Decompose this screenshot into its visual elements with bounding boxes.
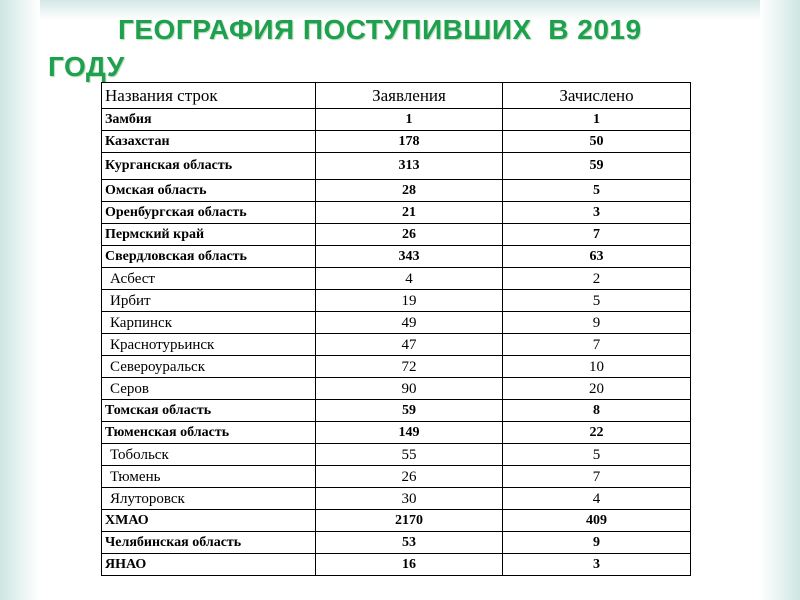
region-name-cell: Оренбургская область <box>102 202 316 224</box>
table-row <box>102 554 691 576</box>
table-row <box>102 466 691 488</box>
applications-cell: 53 <box>316 532 503 554</box>
background-left-gradient <box>0 0 40 600</box>
table-row <box>102 131 691 153</box>
region-name-cell: Североуральск <box>102 356 316 378</box>
applications-cell: 19 <box>316 290 503 312</box>
slide-title <box>0 0 800 84</box>
enrolled-cell: 5 <box>503 290 691 312</box>
region-name-cell: Карпинск <box>102 312 316 334</box>
region-name-cell: Томская область <box>102 400 316 422</box>
enrolled-cell: 63 <box>503 246 691 268</box>
region-name-cell: Пермский край <box>102 224 316 246</box>
header-applications: Заявления <box>316 83 503 109</box>
applications-cell: 72 <box>316 356 503 378</box>
table-row <box>102 246 691 268</box>
table-row <box>102 422 691 444</box>
enrolled-cell: 22 <box>503 422 691 444</box>
table-row <box>102 378 691 400</box>
enrolled-cell: 59 <box>503 153 691 180</box>
applications-cell: 47 <box>316 334 503 356</box>
enrolled-cell: 3 <box>503 554 691 576</box>
applications-cell: 21 <box>316 202 503 224</box>
applications-cell: 178 <box>316 131 503 153</box>
applications-cell: 16 <box>316 554 503 576</box>
region-name-cell: Асбест <box>102 268 316 290</box>
region-name-cell: Тюмень <box>102 466 316 488</box>
enrolled-cell: 20 <box>503 378 691 400</box>
enrolled-cell: 5 <box>503 444 691 466</box>
region-name-cell: Серов <box>102 378 316 400</box>
enrolled-cell: 7 <box>503 466 691 488</box>
enrolled-cell: 10 <box>503 356 691 378</box>
applications-cell: 49 <box>316 312 503 334</box>
table-row <box>102 312 691 334</box>
region-name-cell: Омская область <box>102 180 316 202</box>
enrolled-cell: 2 <box>503 268 691 290</box>
region-name-cell: Тобольск <box>102 444 316 466</box>
header-enrolled: Зачислено <box>503 83 691 109</box>
region-name-cell: ХМАО <box>102 510 316 532</box>
table-row <box>102 444 691 466</box>
enrolled-cell: 9 <box>503 532 691 554</box>
enrolled-cell: 3 <box>503 202 691 224</box>
table-row <box>102 180 691 202</box>
enrolled-cell: 7 <box>503 224 691 246</box>
region-name-cell: Челябинская область <box>102 532 316 554</box>
enrolled-cell: 409 <box>503 510 691 532</box>
region-name-cell: Ирбит <box>102 290 316 312</box>
table-row <box>102 488 691 510</box>
enrolled-cell: 9 <box>503 312 691 334</box>
enrolled-cell: 4 <box>503 488 691 510</box>
background-right-gradient <box>760 0 800 600</box>
region-name-cell: Краснотурьинск <box>102 334 316 356</box>
region-name-cell: ЯНАО <box>102 554 316 576</box>
table-row <box>102 334 691 356</box>
applications-cell: 26 <box>316 224 503 246</box>
table-row <box>102 224 691 246</box>
applications-cell: 30 <box>316 488 503 510</box>
table-row <box>102 153 691 180</box>
region-name-cell: Казахстан <box>102 131 316 153</box>
applications-cell: 4 <box>316 268 503 290</box>
table-row <box>102 510 691 532</box>
applications-cell: 343 <box>316 246 503 268</box>
applications-cell: 1 <box>316 109 503 131</box>
enrolled-cell: 5 <box>503 180 691 202</box>
table-row <box>102 268 691 290</box>
table-row <box>102 202 691 224</box>
enrolled-cell: 8 <box>503 400 691 422</box>
table-row <box>102 356 691 378</box>
table-body <box>102 109 691 576</box>
applications-cell: 149 <box>316 422 503 444</box>
region-name-cell: Курганская область <box>102 153 316 180</box>
region-name-cell: Тюменская область <box>102 422 316 444</box>
region-name-cell: Свердловская область <box>102 246 316 268</box>
applications-cell: 26 <box>316 466 503 488</box>
geography-table <box>101 82 691 576</box>
table-row <box>102 400 691 422</box>
header-row-names: Названия строк <box>102 83 316 109</box>
table-row <box>102 290 691 312</box>
applications-cell: 90 <box>316 378 503 400</box>
applications-cell: 2170 <box>316 510 503 532</box>
table-header-row <box>102 83 691 109</box>
applications-cell: 59 <box>316 400 503 422</box>
applications-cell: 28 <box>316 180 503 202</box>
applications-cell: 313 <box>316 153 503 180</box>
enrolled-cell: 7 <box>503 334 691 356</box>
slide-title-line2: ГОДУ <box>48 51 125 82</box>
enrolled-cell: 1 <box>503 109 691 131</box>
enrolled-cell: 50 <box>503 131 691 153</box>
table-row <box>102 109 691 131</box>
applications-cell: 55 <box>316 444 503 466</box>
region-name-cell: Замбия <box>102 109 316 131</box>
table-row <box>102 532 691 554</box>
region-name-cell: Ялуторовск <box>102 488 316 510</box>
slide-title-line1: ГЕОГРАФИЯ ПОСТУПИВШИХ В 2019 <box>118 14 642 45</box>
